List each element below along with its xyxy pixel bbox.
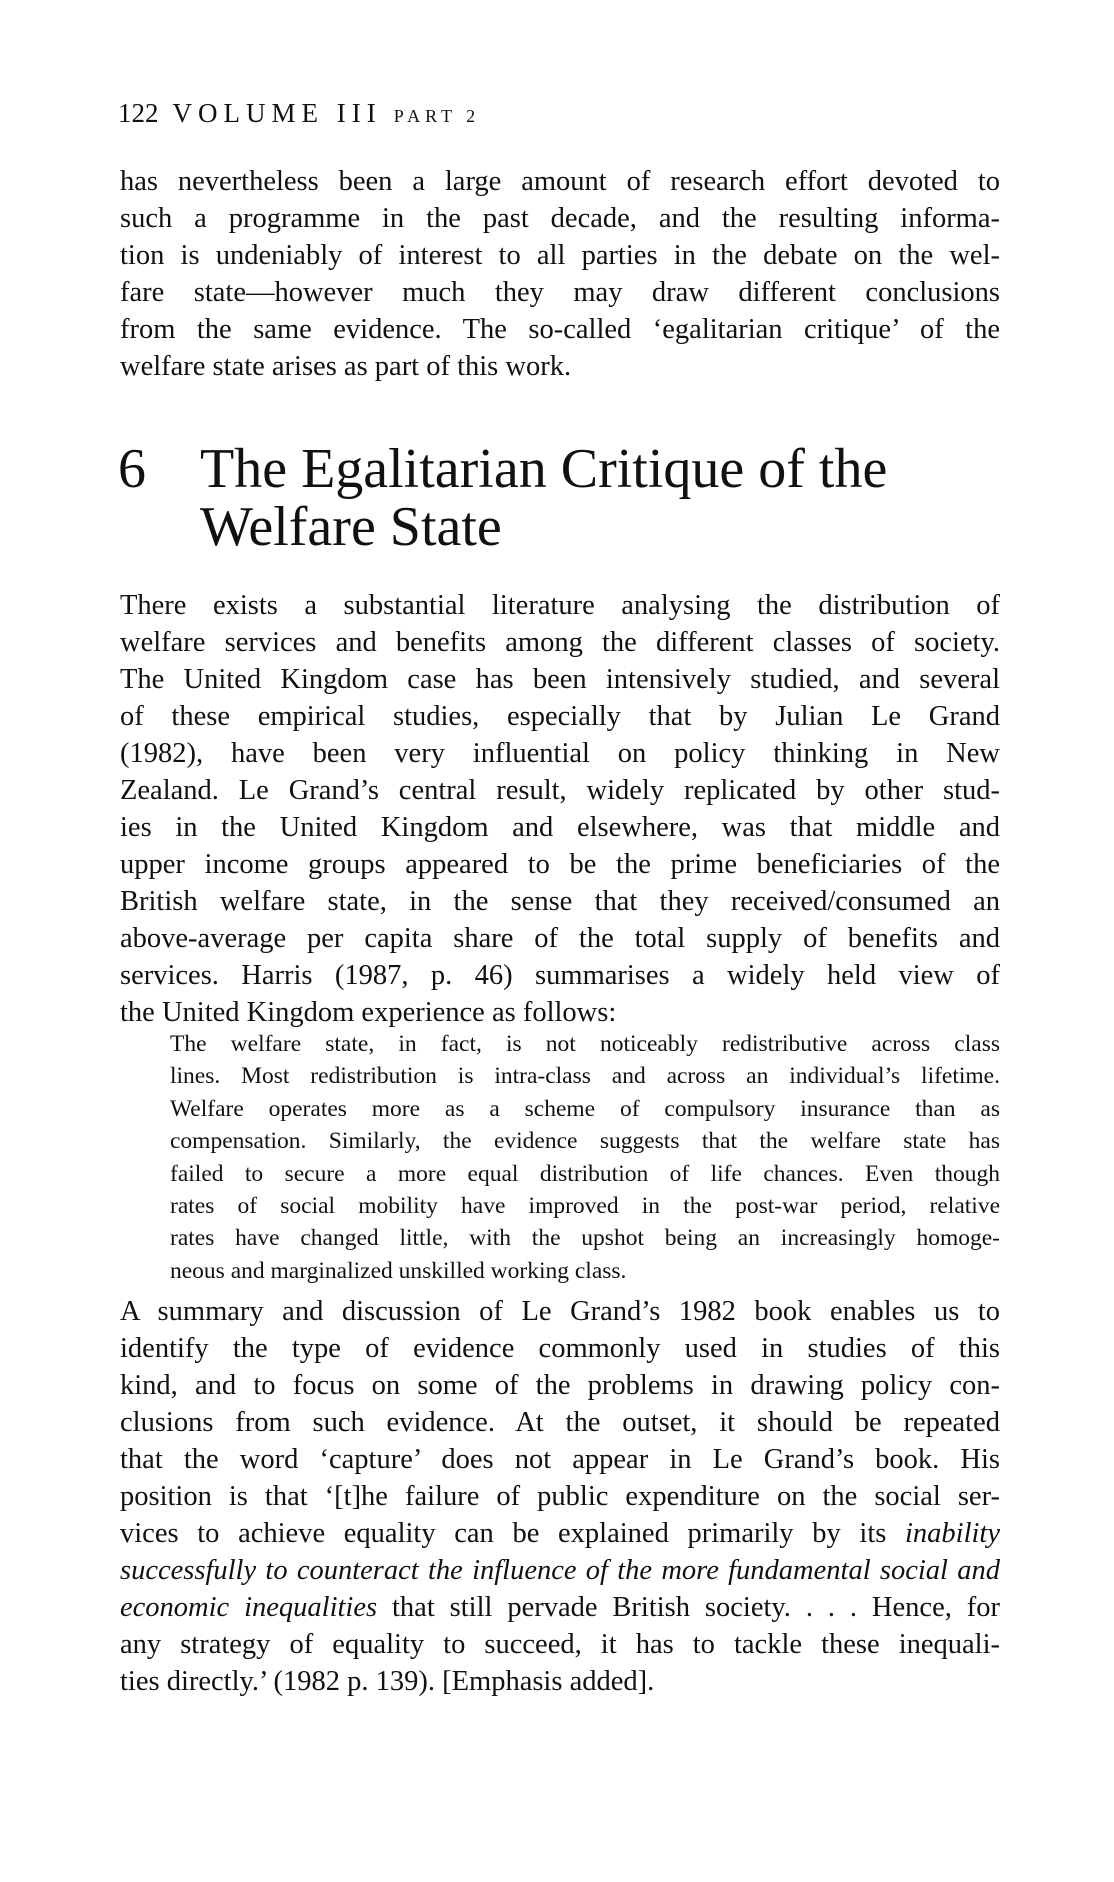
text-line [120, 1441, 1000, 1478]
text-segment: position is that ‘[t]he failure of public expenditure on the social ser- [120, 1481, 1000, 1512]
text-line [120, 1515, 1000, 1552]
part-label: PART 2 [393, 106, 481, 126]
text-line [120, 1663, 1000, 1700]
text-line: There exists a substantial literature analysing the distribution of [120, 590, 1000, 621]
text-line [120, 1589, 1000, 1626]
body-paragraph-2 [120, 1293, 1000, 1700]
text-line: has nevertheless been a large amount of research effort devoted to [120, 166, 1000, 197]
text-line [120, 1293, 1000, 1330]
text-line: neous and marginalized unskilled working class. [170, 1257, 627, 1284]
text-line: the United Kingdom experience as follows: [120, 997, 617, 1028]
text-segment: kind, and to focus on some of the problems in drawing policy con- [120, 1370, 1000, 1401]
text-line: ies in the United Kingdom and elsewhere, was that middle and [120, 812, 1000, 843]
text-line [120, 1367, 1000, 1404]
running-head [118, 98, 480, 129]
emphasis-text: inability [905, 1518, 1000, 1549]
text-line: The welfare state, in fact, is not noticeably redistributive across class [170, 1031, 1000, 1057]
text-line: from the same evidence. The so-called ‘egalitarian critique’ of the [120, 314, 1000, 345]
text-line: fare state—however much they may draw different conclusions [120, 277, 1000, 308]
text-segment: A summary and discussion of Le Grand’s 1982 book enables us to [120, 1296, 1000, 1327]
section-title-line-1: The Egalitarian Critique of the [200, 438, 888, 500]
text-line: above-average per capita share of the total supply of benefits and [120, 923, 1000, 954]
volume-label: VOLUME III [172, 98, 382, 128]
text-line: welfare state arises as part of this work. [120, 351, 572, 382]
intro-paragraph [120, 163, 1000, 385]
text-line: tion is undeniably of interest to all parties in the debate on the wel- [120, 240, 1000, 271]
text-line: Zealand. Le Grand’s central result, widely replicated by other stud- [120, 775, 1000, 806]
text-line [120, 1552, 1000, 1589]
text-line: failed to secure a more equal distribution of life chances. Even though [170, 1160, 1000, 1187]
text-line: rates of social mobility have improved in the post-war period, relative [170, 1192, 1000, 1219]
text-line: of these empirical studies, especially that by Julian Le Grand [120, 701, 1000, 732]
body-paragraph-1 [120, 587, 1000, 1031]
text-line: British welfare state, in the sense that they received/consumed an [120, 886, 1000, 917]
text-line [120, 1626, 1000, 1663]
text-line: The United Kingdom case has been intensively studied, and several [120, 664, 1000, 695]
text-line: upper income groups appeared to be the prime beneficiaries of the [120, 849, 1000, 880]
section-title-line-2: Welfare State [200, 496, 502, 558]
text-segment: any strategy of equality to succeed, it has to tackle these inequali- [120, 1629, 1000, 1660]
text-segment: ties directly.’ (1982 p. 139). [Emphasis added]. [120, 1666, 655, 1697]
text-line [120, 1404, 1000, 1441]
text-segment: clusions from such evidence. At the outset, it should be repeated [120, 1407, 1000, 1438]
emphasis-text: economic inequalities [120, 1592, 378, 1623]
text-segment: identify the type of evidence commonly used in studies of this [120, 1333, 1000, 1364]
text-segment: that the word ‘capture’ does not appear in Le Grand’s book. His [120, 1444, 1000, 1475]
text-line: rates have changed little, with the upshot being an increasingly homoge- [170, 1225, 1000, 1252]
emphasis-text: successfully to counteract the influence of the more fundamental social and [120, 1555, 1000, 1586]
text-line: services. Harris (1987, p. 46) summarises a widely held view of [120, 960, 1000, 991]
text-line [120, 1330, 1000, 1367]
text-line: Welfare operates more as a scheme of compulsory insurance than as [170, 1095, 1000, 1122]
block-quote [170, 1028, 1000, 1287]
text-line: such a programme in the past decade, and the resulting informa- [120, 203, 1000, 234]
text-line: (1982), have been very influential on policy thinking in New [120, 738, 1000, 769]
text-line: compensation. Similarly, the evidence suggests that the welfare state has [170, 1128, 1000, 1155]
text-line: lines. Most redistribution is intra-class and across an individual’s lifetime. [170, 1063, 1000, 1090]
section-number: 6 [118, 438, 146, 500]
text-line [120, 1478, 1000, 1515]
page-number: 122 [118, 98, 159, 128]
text-segment: vices to achieve equality can be explained primarily by its [120, 1518, 905, 1549]
text-segment: that still pervade British society. . . . Hence, for [377, 1592, 1000, 1623]
text-line: welfare services and benefits among the different classes of society. [120, 627, 1000, 658]
